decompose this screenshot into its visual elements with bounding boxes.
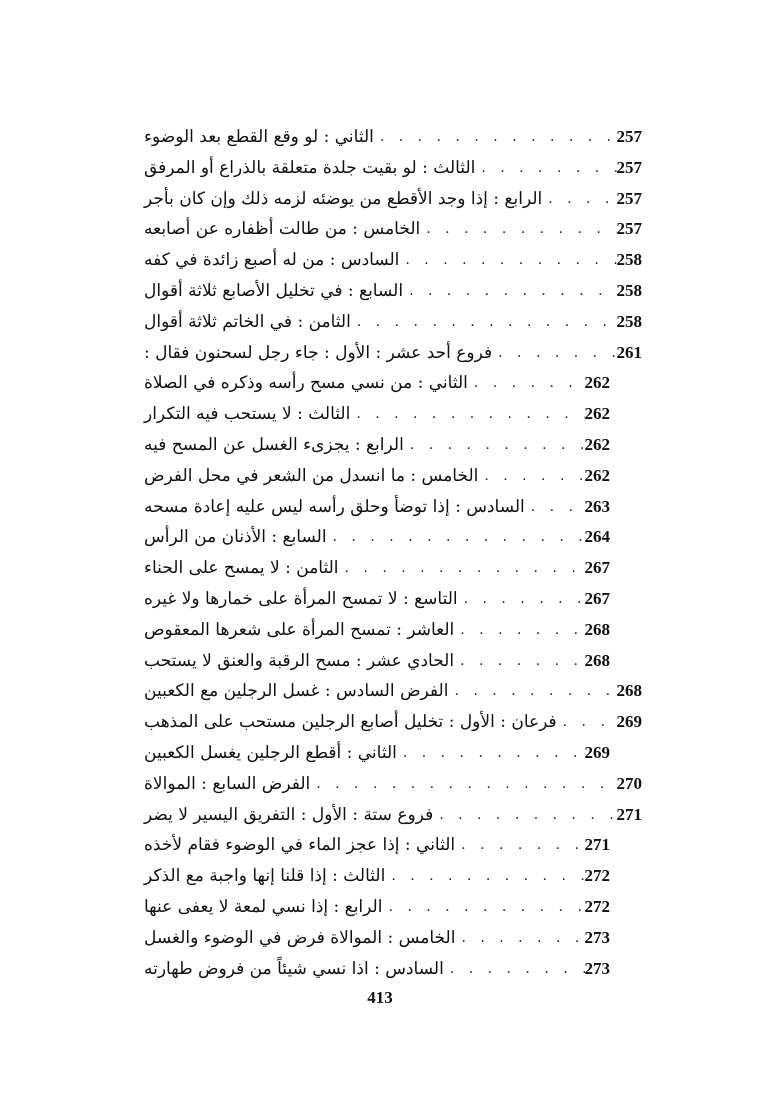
toc-entry bbox=[134, 399, 610, 429]
entry-title: الثالث : إذا قلنا إنها واجبة مع الذكر bbox=[144, 866, 386, 887]
leader-dots bbox=[310, 769, 616, 799]
leader-dots bbox=[444, 954, 585, 984]
leader-dots bbox=[382, 892, 584, 922]
entry-title: الحادي عشر : مسح الرقبة والعنق لا يستحب bbox=[144, 650, 455, 671]
toc-entry bbox=[134, 522, 610, 552]
toc-entry bbox=[134, 800, 642, 830]
entry-page: 270 bbox=[616, 773, 642, 793]
toc-entry bbox=[134, 584, 610, 614]
toc-entry bbox=[134, 923, 610, 953]
leader-dots bbox=[557, 707, 617, 737]
leader-dots bbox=[455, 830, 584, 860]
entry-page: 273 bbox=[584, 927, 610, 947]
entry-page: 262 bbox=[584, 404, 610, 424]
leader-dots bbox=[399, 245, 616, 275]
entry-title: الخامس : الموالاة فرض في الوضوء والغسل bbox=[144, 927, 456, 948]
leader-dots bbox=[458, 584, 585, 614]
entry-page: 272 bbox=[584, 866, 610, 886]
entry-title: فرعان : الأول : تخليل أصابع الرجلين مستحب على المذهب bbox=[144, 712, 557, 733]
toc-entry bbox=[134, 276, 642, 306]
entry-title: الثاني : لو وقع القطع بعد الوضوء bbox=[144, 127, 374, 147]
leader-dots bbox=[455, 923, 584, 953]
entry-title: الرابع : إذا وجد الأقطع من يوضئه لزمه ذلك وإن كان بأجر bbox=[144, 188, 543, 209]
entry-title: السادس : إذا توضأ وحلق رأسه ليس عليه إعادة مسحه bbox=[144, 496, 525, 517]
entry-page: 258 bbox=[616, 311, 642, 331]
entry-page: 258 bbox=[616, 250, 642, 270]
entry-title: الفرض السابع : الموالاة bbox=[144, 773, 311, 794]
toc-entry bbox=[134, 738, 610, 768]
entry-title: الثالث : لا يستحب فيه التكرار bbox=[144, 404, 351, 425]
leader-dots bbox=[339, 553, 585, 583]
leader-dots bbox=[448, 676, 616, 706]
leader-dots bbox=[433, 800, 616, 830]
toc-entry bbox=[134, 214, 642, 244]
entry-title: السادس : من له أصبع زائدة في كفه bbox=[144, 250, 400, 271]
entry-page: 268 bbox=[584, 650, 610, 670]
toc-entry bbox=[134, 307, 642, 337]
entry-title: السابع : الأذنان من الرأس bbox=[144, 527, 327, 548]
leader-dots bbox=[492, 338, 616, 368]
entry-page: 263 bbox=[584, 496, 610, 516]
leader-dots bbox=[397, 738, 585, 768]
leader-dots bbox=[542, 184, 616, 214]
toc-entry bbox=[134, 892, 610, 922]
toc-entry bbox=[134, 245, 642, 275]
toc-entry bbox=[134, 646, 610, 676]
entry-page: 257 bbox=[616, 219, 642, 239]
toc-entry bbox=[134, 492, 610, 522]
entry-title: الرابع : يجزىء الغسل عن المسح فيه bbox=[144, 435, 404, 455]
entry-page: 262 bbox=[584, 373, 610, 393]
entry-title: الرابع : إذا نسي لمعة لا يعفى عنها bbox=[144, 897, 383, 917]
entry-title: العاشر : تمسح المرأة على شعرها المعقوص bbox=[144, 619, 455, 640]
toc-entry bbox=[134, 830, 610, 860]
entry-page: 269 bbox=[584, 743, 610, 762]
entry-page: 273 bbox=[584, 958, 610, 978]
entry-page: 268 bbox=[616, 681, 642, 701]
entry-title: الثالث : لو بقيت جلدة متعلقة بالذراع أو المرفق bbox=[144, 157, 476, 178]
entry-page: 267 bbox=[584, 558, 610, 578]
entry-page: 271 bbox=[584, 835, 610, 855]
entry-page: 257 bbox=[616, 127, 642, 146]
leader-dots bbox=[468, 368, 585, 398]
entry-title: السادس : اذا نسي شيئاً من فروض طهارته bbox=[144, 958, 444, 979]
entry-page: 269 bbox=[616, 712, 642, 732]
entry-title: الثاني : من نسي مسح رأسه وذكره في الصلاة bbox=[144, 373, 468, 394]
entry-page: 268 bbox=[584, 619, 610, 639]
toc-entry bbox=[134, 553, 610, 583]
leader-dots bbox=[403, 276, 616, 306]
leader-dots bbox=[475, 153, 616, 183]
toc-entry bbox=[134, 954, 610, 984]
entry-page: 262 bbox=[584, 465, 610, 485]
toc-entry bbox=[134, 153, 642, 183]
toc-entry bbox=[134, 184, 642, 214]
entry-page: 257 bbox=[616, 188, 642, 208]
entry-page: 261 bbox=[616, 342, 642, 362]
toc-entry bbox=[134, 368, 610, 398]
leader-dots bbox=[404, 430, 585, 460]
entry-page: 262 bbox=[584, 435, 610, 454]
leader-dots bbox=[327, 522, 585, 552]
entry-page: 264 bbox=[584, 527, 610, 547]
toc-entry bbox=[134, 861, 610, 891]
toc-entry bbox=[134, 122, 642, 152]
entry-title: فروع ستة : الأول : التفريق اليسير لا يضر bbox=[144, 804, 434, 825]
entry-title: الثامن : لا يمسح على الحناء bbox=[144, 558, 339, 579]
leader-dots bbox=[420, 214, 616, 244]
entry-page: 257 bbox=[616, 157, 642, 177]
entry-title: فروع أحد عشر : الأول : جاء رجل لسحنون فقال : bbox=[144, 342, 493, 363]
entry-page: 258 bbox=[616, 281, 642, 300]
page-number: 413 bbox=[367, 988, 393, 1007]
entry-title: السابع : في تخليل الأصابع ثلاثة أقوال bbox=[144, 281, 404, 301]
leader-dots bbox=[385, 861, 584, 891]
toc-entry bbox=[134, 707, 642, 737]
toc-entry bbox=[134, 430, 610, 460]
leader-dots bbox=[478, 461, 584, 491]
toc-entry bbox=[134, 769, 642, 799]
leader-dots bbox=[454, 615, 584, 645]
entry-page: 267 bbox=[584, 589, 610, 608]
entry-page: 271 bbox=[616, 804, 642, 824]
entry-title: الثاني : أقطع الرجلين يغسل الكعبين bbox=[144, 743, 397, 763]
leader-dots bbox=[351, 307, 617, 337]
entry-title: التاسع : لا تمسح المرأة على خمارها ولا غيره bbox=[144, 589, 458, 609]
toc-entry bbox=[134, 615, 610, 645]
leader-dots bbox=[350, 399, 584, 429]
entry-title: الثامن : في الخاتم ثلاثة أقوال bbox=[144, 311, 351, 332]
toc-entry bbox=[134, 676, 642, 706]
toc-entry bbox=[134, 338, 642, 368]
entry-title: الخامس : ما انسدل من الشعر في محل الفرض bbox=[144, 465, 479, 486]
entry-page: 272 bbox=[584, 897, 610, 916]
entry-title: الفرض السادس : غسل الرجلين مع الكعبين bbox=[144, 681, 449, 702]
entry-title: الثاني : إذا عجز الماء في الوضوء فقام لأخذه bbox=[144, 835, 456, 856]
table-of-contents bbox=[0, 122, 760, 979]
leader-dots bbox=[374, 122, 617, 152]
leader-dots bbox=[525, 492, 585, 522]
toc-entry bbox=[134, 461, 610, 491]
leader-dots bbox=[454, 646, 584, 676]
entry-title: الخامس : من طالت أظفاره عن أصابعه bbox=[144, 219, 421, 240]
